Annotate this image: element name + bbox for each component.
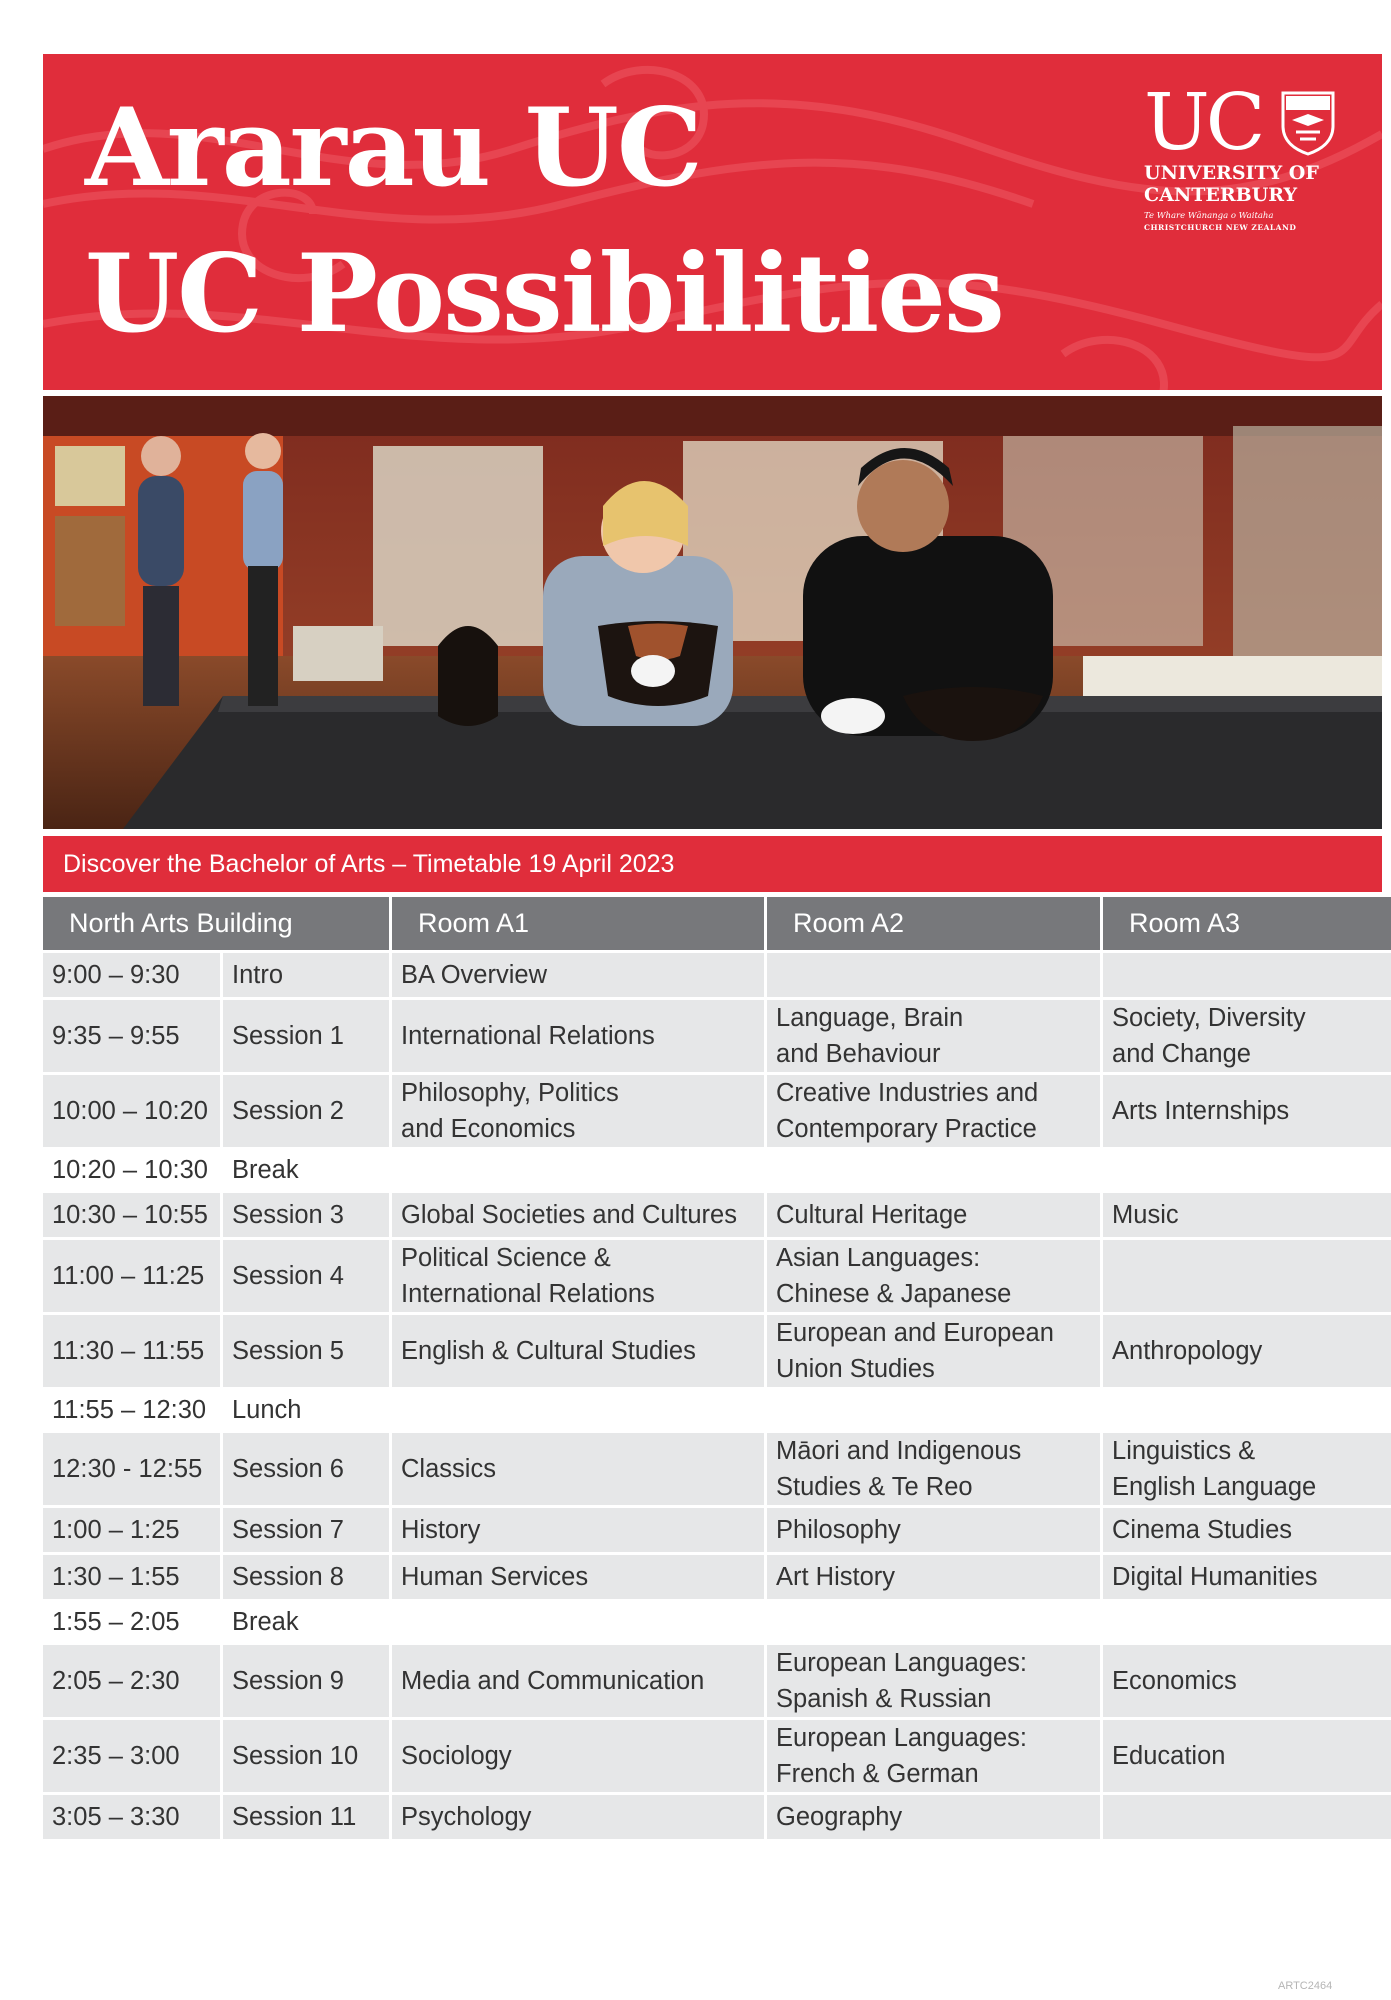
room-a2-cell: European and European Union Studies <box>767 1315 1100 1387</box>
museum-students-photo <box>43 396 1382 829</box>
session-cell: Session 9 <box>223 1645 389 1717</box>
university-logo <box>1144 78 1364 254</box>
room-a3-cell: Digital Humanities <box>1103 1555 1391 1599</box>
time-cell: 9:00 – 9:30 <box>43 953 220 997</box>
room-a2-cell: Cultural Heritage <box>767 1193 1100 1237</box>
session-cell: Session 10 <box>223 1720 389 1792</box>
room-a3-cell: Education <box>1103 1720 1391 1792</box>
time-cell: 10:20 – 10:30 <box>43 1150 220 1190</box>
header-room-a1: Room A1 <box>392 897 764 950</box>
time-cell: 1:55 – 2:05 <box>43 1602 220 1642</box>
time-cell: 10:00 – 10:20 <box>43 1075 220 1147</box>
document-code: ARTC2464 <box>1278 1980 1333 1992</box>
room-a2-cell: Asian Languages: Chinese & Japanese <box>767 1240 1100 1312</box>
table-row <box>43 1720 1391 1792</box>
room-a3-cell: Anthropology <box>1103 1315 1391 1387</box>
room-a3-cell: Arts Internships <box>1103 1075 1391 1147</box>
room-a3-cell: Music <box>1103 1193 1391 1237</box>
logo-name-line-2: CANTERBURY <box>1144 184 1298 206</box>
room-a2-cell: European Languages: Spanish & Russian <box>767 1645 1100 1717</box>
room-a2-cell: Geography <box>767 1795 1100 1839</box>
session-cell: Session 8 <box>223 1555 389 1599</box>
session-cell: Session 7 <box>223 1508 389 1552</box>
room-a2-cell: Language, Brain and Behaviour <box>767 1000 1100 1072</box>
room-a1-cell: Psychology <box>392 1795 764 1839</box>
table-row <box>43 1193 1391 1237</box>
room-a2-cell: Māori and Indigenous Studies & Te Reo <box>767 1433 1100 1505</box>
table-row <box>43 1645 1391 1717</box>
time-cell: 2:35 – 3:00 <box>43 1720 220 1792</box>
timetable-header-row <box>43 897 1391 950</box>
room-a3-cell: Linguistics & English Language <box>1103 1433 1391 1505</box>
time-cell: 11:30 – 11:55 <box>43 1315 220 1387</box>
timetable-subtitle: Discover the Bachelor of Arts – Timetable 19 April 2023 <box>63 850 675 878</box>
session-cell: Session 6 <box>223 1433 389 1505</box>
room-a1-cell: Global Societies and Cultures <box>392 1193 764 1237</box>
room-a2-cell: Art History <box>767 1555 1100 1599</box>
title-line-2: UC Possibilities <box>85 231 1003 357</box>
break-label-cell: Break <box>223 1602 1391 1642</box>
time-cell: 9:35 – 9:55 <box>43 1000 220 1072</box>
table-row <box>43 1433 1391 1505</box>
logo-name-line-1: UNIVERSITY OF <box>1144 162 1319 184</box>
logo-mark: UC <box>1144 78 1262 168</box>
session-cell: Session 5 <box>223 1315 389 1387</box>
room-a1-cell: Philosophy, Politics and Economics <box>392 1075 764 1147</box>
header-building: North Arts Building <box>43 897 389 950</box>
time-cell: 10:30 – 10:55 <box>43 1193 220 1237</box>
room-a2-cell <box>767 953 1100 997</box>
room-a1-cell: International Relations <box>392 1000 764 1072</box>
university-crest-icon <box>1280 90 1336 156</box>
table-row <box>43 1795 1391 1839</box>
time-cell: 3:05 – 3:30 <box>43 1795 220 1839</box>
session-cell: Session 4 <box>223 1240 389 1312</box>
room-a2-cell: Creative Industries and Contemporary Practice <box>767 1075 1100 1147</box>
subtitle-bar <box>43 836 1382 892</box>
session-cell: Session 3 <box>223 1193 389 1237</box>
session-cell: Intro <box>223 953 389 997</box>
room-a1-cell: Human Services <box>392 1555 764 1599</box>
logo-maori-name: Te Whare Wānanga o Waitaha <box>1144 211 1274 221</box>
title-line-1: Ararau UC <box>85 85 701 211</box>
time-cell: 2:05 – 2:30 <box>43 1645 220 1717</box>
time-cell: 12:30 - 12:55 <box>43 1433 220 1505</box>
room-a3-cell: Cinema Studies <box>1103 1508 1391 1552</box>
room-a1-cell: Classics <box>392 1433 764 1505</box>
table-row <box>43 1555 1391 1599</box>
room-a1-cell: History <box>392 1508 764 1552</box>
room-a1-cell: Media and Communication <box>392 1645 764 1717</box>
table-row <box>43 953 1391 997</box>
break-row <box>43 1150 1391 1190</box>
room-a3-cell <box>1103 953 1391 997</box>
title-banner <box>43 54 1382 390</box>
header-room-a2: Room A2 <box>767 897 1100 950</box>
table-row <box>43 1075 1391 1147</box>
break-label-cell: Break <box>223 1150 1391 1190</box>
logo-location: CHRISTCHURCH NEW ZEALAND <box>1144 223 1297 232</box>
room-a1-cell: English & Cultural Studies <box>392 1315 764 1387</box>
room-a3-cell <box>1103 1240 1391 1312</box>
session-cell: Session 1 <box>223 1000 389 1072</box>
session-cell: Session 11 <box>223 1795 389 1839</box>
time-cell: 11:00 – 11:25 <box>43 1240 220 1312</box>
break-row <box>43 1390 1391 1430</box>
table-row <box>43 1315 1391 1387</box>
room-a3-cell: Society, Diversity and Change <box>1103 1000 1391 1072</box>
room-a3-cell: Economics <box>1103 1645 1391 1717</box>
header-room-a3: Room A3 <box>1103 897 1391 950</box>
room-a2-cell: European Languages: French & German <box>767 1720 1100 1792</box>
session-cell: Session 2 <box>223 1075 389 1147</box>
room-a3-cell <box>1103 1795 1391 1839</box>
room-a1-cell: Sociology <box>392 1720 764 1792</box>
room-a1-cell: Political Science & International Relations <box>392 1240 764 1312</box>
room-a2-cell: Philosophy <box>767 1508 1100 1552</box>
break-label-cell: Lunch <box>223 1390 1391 1430</box>
timetable <box>40 894 1391 1842</box>
time-cell: 11:55 – 12:30 <box>43 1390 220 1430</box>
time-cell: 1:30 – 1:55 <box>43 1555 220 1599</box>
table-row <box>43 1000 1391 1072</box>
room-a1-cell: BA Overview <box>392 953 764 997</box>
table-row <box>43 1508 1391 1552</box>
break-row <box>43 1602 1391 1642</box>
table-row <box>43 1240 1391 1312</box>
time-cell: 1:00 – 1:25 <box>43 1508 220 1552</box>
